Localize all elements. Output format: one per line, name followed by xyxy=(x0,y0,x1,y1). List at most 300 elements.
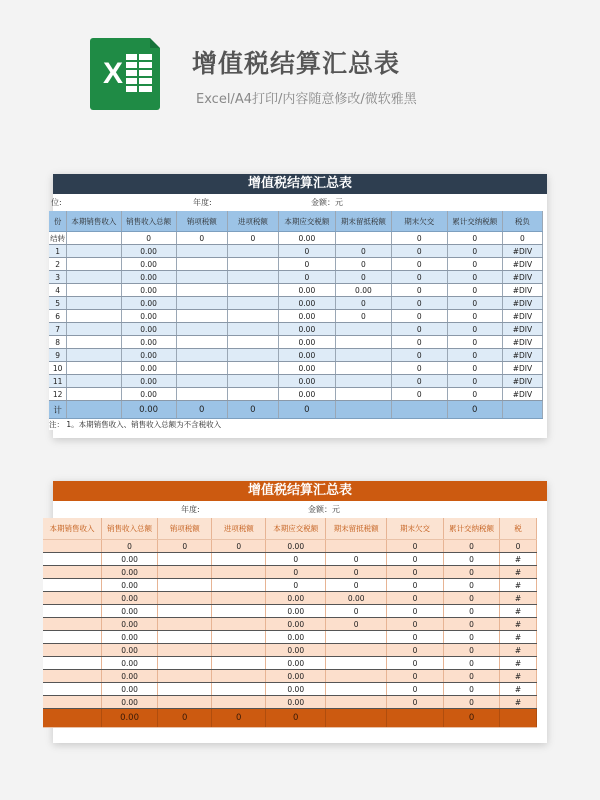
column-header: 期末欠交 xyxy=(391,211,447,232)
table-cell: 0 xyxy=(386,618,443,631)
table-cell: 0 xyxy=(335,245,391,258)
amount-label: 金额：元 xyxy=(311,198,343,207)
table-cell: 0.00 xyxy=(278,310,335,323)
table-cell: 0 xyxy=(326,579,386,592)
table-cell xyxy=(326,709,386,728)
table-cell: 0.00 xyxy=(102,683,158,696)
table-cell: 0 xyxy=(386,631,443,644)
table-cell: 0 xyxy=(386,540,443,553)
table-cell: 0 xyxy=(391,271,447,284)
table-cell: # xyxy=(500,670,537,683)
table-cell: 0 xyxy=(278,401,335,419)
sheet-info-row xyxy=(53,194,547,211)
year-label: 年度: xyxy=(193,198,212,207)
table-cell: 0.00 xyxy=(102,631,158,644)
table-cell: 0 xyxy=(444,696,500,709)
table-cell xyxy=(212,696,266,709)
table-cell: 0 xyxy=(391,362,447,375)
table-cell: # xyxy=(500,657,537,670)
table-cell xyxy=(212,592,266,605)
table-cell: 0.00 xyxy=(102,566,158,579)
table-cell: 0 xyxy=(444,670,500,683)
table-cell: 0 xyxy=(391,284,447,297)
column-header: 份 xyxy=(49,211,67,232)
table-cell: 计 xyxy=(49,401,67,419)
table-cell xyxy=(212,566,266,579)
table-cell: 0.00 xyxy=(266,631,326,644)
table-cell xyxy=(67,349,121,362)
table-cell xyxy=(176,388,227,401)
table-note: 注： 1。本期销售收入、销售收入总额为不含税收入 xyxy=(49,419,543,431)
table-cell xyxy=(326,540,386,553)
table-cell xyxy=(43,670,102,683)
table-cell: # xyxy=(500,683,537,696)
table-row xyxy=(49,271,543,284)
table-cell xyxy=(158,657,212,670)
table-cell xyxy=(158,683,212,696)
table-cell xyxy=(43,644,102,657)
table-cell: 0.00 xyxy=(121,310,176,323)
table-cell: 8 xyxy=(49,336,67,349)
table-cell xyxy=(43,618,102,631)
table-row xyxy=(43,605,537,618)
table-cell: 0.00 xyxy=(266,670,326,683)
table-cell: 0 xyxy=(176,401,227,419)
table-row xyxy=(49,362,543,375)
table-cell xyxy=(335,362,391,375)
table-row xyxy=(43,631,537,644)
table-cell: 0.00 xyxy=(278,232,335,245)
table-cell: 0 xyxy=(266,709,326,728)
table-cell: 12 xyxy=(49,388,67,401)
table-cell: 6 xyxy=(49,310,67,323)
table-cell xyxy=(212,644,266,657)
table-cell xyxy=(176,245,227,258)
table-cell: 0 xyxy=(447,310,502,323)
table-cell xyxy=(227,271,278,284)
table-row xyxy=(43,540,537,553)
table-cell: 0 xyxy=(121,232,176,245)
column-header: 本期销售收入 xyxy=(67,211,121,232)
table-row xyxy=(43,566,537,579)
table-cell: 0 xyxy=(391,388,447,401)
sheet-info-row xyxy=(53,501,547,518)
table-cell: 0 xyxy=(391,245,447,258)
table-cell: 0.00 xyxy=(278,297,335,310)
table-row xyxy=(49,310,543,323)
table-cell xyxy=(43,553,102,566)
table-cell: 0 xyxy=(386,670,443,683)
table-cell: 0 xyxy=(444,566,500,579)
table-cell: 0.00 xyxy=(335,284,391,297)
column-header: 进项税额 xyxy=(212,518,266,540)
table-cell: 10 xyxy=(49,362,67,375)
table-row xyxy=(43,644,537,657)
unit-label: 位: xyxy=(51,198,62,207)
table-cell: 0 xyxy=(500,540,537,553)
column-header: 销售收入总额 xyxy=(102,518,158,540)
table-cell: 0 xyxy=(386,592,443,605)
table-cell xyxy=(335,388,391,401)
column-header: 期末留抵税额 xyxy=(326,518,386,540)
table-cell xyxy=(67,323,121,336)
table-cell: 0 xyxy=(444,605,500,618)
table-cell: 0.00 xyxy=(121,245,176,258)
table-cell xyxy=(43,631,102,644)
table-cell xyxy=(67,271,121,284)
table-cell: #DIV xyxy=(502,271,542,284)
table-cell: # xyxy=(500,579,537,592)
table-row xyxy=(43,670,537,683)
table-cell xyxy=(227,297,278,310)
table-cell xyxy=(212,683,266,696)
table-cell: 0.00 xyxy=(266,683,326,696)
summary-table xyxy=(49,211,543,430)
table-cell: 3 xyxy=(49,271,67,284)
table-cell xyxy=(391,401,447,419)
table-cell: 0.00 xyxy=(121,323,176,336)
table-row xyxy=(43,696,537,709)
table-cell xyxy=(67,297,121,310)
table-cell xyxy=(158,696,212,709)
table-cell: 0.00 xyxy=(121,284,176,297)
table-cell xyxy=(212,605,266,618)
table-cell: 9 xyxy=(49,349,67,362)
table-cell: 11 xyxy=(49,375,67,388)
table-cell: 0.00 xyxy=(278,375,335,388)
table-cell xyxy=(67,232,121,245)
table-cell: 0.00 xyxy=(266,618,326,631)
table-row xyxy=(49,336,543,349)
table-cell: 0 xyxy=(227,401,278,419)
column-header: 税 xyxy=(500,518,537,540)
table-cell xyxy=(227,349,278,362)
table-row xyxy=(49,232,543,245)
table-cell: #DIV xyxy=(502,297,542,310)
column-header: 税负 xyxy=(502,211,542,232)
table-cell: #DIV xyxy=(502,349,542,362)
table-cell: 0 xyxy=(266,566,326,579)
table-cell: 0.00 xyxy=(102,553,158,566)
blue-sheet-preview xyxy=(49,174,547,438)
table-cell: 0 xyxy=(444,709,500,728)
table-cell: 0 xyxy=(278,245,335,258)
table-cell: 0 xyxy=(391,297,447,310)
note-row xyxy=(49,419,543,431)
table-cell: 0 xyxy=(444,579,500,592)
table-cell xyxy=(335,375,391,388)
table-cell: 0 xyxy=(444,657,500,670)
table-row xyxy=(49,297,543,310)
page-subtitle: Excel/A4打印/内容随意修改/微软雅黑 xyxy=(196,92,417,107)
table-cell: 0 xyxy=(386,605,443,618)
table-cell: 0.00 xyxy=(278,349,335,362)
column-header: 期末欠交 xyxy=(386,518,443,540)
table-cell xyxy=(212,553,266,566)
table-cell xyxy=(176,258,227,271)
table-cell: #DIV xyxy=(502,245,542,258)
table-cell: 0 xyxy=(391,349,447,362)
column-header: 本期应交税额 xyxy=(266,518,326,540)
table-cell: # xyxy=(500,696,537,709)
table-cell: # xyxy=(500,592,537,605)
table-cell: # xyxy=(500,605,537,618)
table-cell: 0 xyxy=(335,271,391,284)
table-cell: 0 xyxy=(335,297,391,310)
table-cell: # xyxy=(500,644,537,657)
table-cell xyxy=(43,683,102,696)
table-cell: 0 xyxy=(227,232,278,245)
table-cell: 0.00 xyxy=(121,375,176,388)
column-header: 累计交纳税额 xyxy=(447,211,502,232)
table-cell xyxy=(67,245,121,258)
table-cell xyxy=(67,388,121,401)
table-cell xyxy=(158,631,212,644)
table-cell xyxy=(176,336,227,349)
table-cell: 0 xyxy=(391,375,447,388)
table-cell xyxy=(335,323,391,336)
table-cell: 0 xyxy=(447,245,502,258)
table-cell: 0 xyxy=(447,271,502,284)
table-cell: 0 xyxy=(447,388,502,401)
table-cell xyxy=(227,375,278,388)
table-cell xyxy=(227,258,278,271)
table-cell: 0.00 xyxy=(266,592,326,605)
table-row xyxy=(49,284,543,297)
table-cell: 0 xyxy=(447,323,502,336)
column-header: 销项税额 xyxy=(176,211,227,232)
table-cell: 0 xyxy=(447,375,502,388)
table-cell: 0 xyxy=(212,709,266,728)
table-cell: 0 xyxy=(444,683,500,696)
table-cell xyxy=(43,709,102,728)
table-cell: 0.00 xyxy=(278,336,335,349)
table-cell xyxy=(67,310,121,323)
table-cell: 0 xyxy=(278,258,335,271)
table-cell: 结转 xyxy=(50,233,66,243)
sheet-title: 增值税结算汇总表 xyxy=(53,481,547,501)
table-cell: 0.00 xyxy=(121,388,176,401)
table-cell: 0 xyxy=(447,297,502,310)
table-cell: 0 xyxy=(386,644,443,657)
table-cell: 0.00 xyxy=(102,657,158,670)
table-cell: 0.00 xyxy=(102,644,158,657)
table-cell: 0 xyxy=(444,553,500,566)
table-cell: 0 xyxy=(444,644,500,657)
table-cell: 0 xyxy=(335,258,391,271)
table-cell xyxy=(335,232,391,245)
column-header: 期末留抵税额 xyxy=(335,211,391,232)
table-row xyxy=(49,258,543,271)
table-cell: 0 xyxy=(326,618,386,631)
table-cell: 0.00 xyxy=(266,605,326,618)
table-cell: 0 xyxy=(391,232,447,245)
table-cell xyxy=(176,271,227,284)
table-row xyxy=(49,245,543,258)
table-cell: 0.00 xyxy=(278,284,335,297)
table-cell: 0 xyxy=(326,553,386,566)
table-cell: # xyxy=(500,631,537,644)
logo-grid xyxy=(126,54,152,94)
table-cell: 0 xyxy=(158,540,212,553)
table-cell xyxy=(67,401,121,419)
table-cell: 0.00 xyxy=(121,258,176,271)
table-cell: 0.00 xyxy=(121,336,176,349)
table-cell xyxy=(158,566,212,579)
table-cell: 0 xyxy=(212,540,266,553)
table-cell: 0.00 xyxy=(266,696,326,709)
table-cell: 0.00 xyxy=(121,349,176,362)
table-cell xyxy=(43,592,102,605)
table-cell xyxy=(227,362,278,375)
total-row xyxy=(43,709,537,728)
table-cell: 0.00 xyxy=(102,592,158,605)
table-cell: 0.00 xyxy=(102,579,158,592)
table-cell xyxy=(43,579,102,592)
table-cell: 0.00 xyxy=(326,592,386,605)
table-cell: 0 xyxy=(158,709,212,728)
excel-logo-icon xyxy=(90,38,160,110)
table-cell xyxy=(158,553,212,566)
table-cell: 0 xyxy=(386,683,443,696)
table-cell: #DIV xyxy=(502,323,542,336)
table-row xyxy=(43,657,537,670)
table-cell: 0 xyxy=(278,271,335,284)
table-cell: 0 xyxy=(326,605,386,618)
table-cell: 0 xyxy=(447,349,502,362)
table-row xyxy=(43,618,537,631)
table-cell: 0 xyxy=(102,540,158,553)
table-cell: 0.00 xyxy=(266,657,326,670)
table-cell: 0 xyxy=(502,232,542,245)
table-cell xyxy=(502,401,542,419)
table-cell: 0.00 xyxy=(121,271,176,284)
page-title: 增值税结算汇总表 xyxy=(192,49,401,78)
table-cell: 0 xyxy=(326,566,386,579)
table-cell xyxy=(326,644,386,657)
orange-sheet-preview xyxy=(49,481,547,743)
table-cell xyxy=(67,284,121,297)
table-cell xyxy=(67,362,121,375)
table-cell: 0.00 xyxy=(278,362,335,375)
table-row xyxy=(43,553,537,566)
table-row xyxy=(43,592,537,605)
table-cell: 0.00 xyxy=(121,401,176,419)
table-cell xyxy=(227,323,278,336)
table-cell: 0.00 xyxy=(102,618,158,631)
table-cell xyxy=(500,709,537,728)
table-cell: 0 xyxy=(266,579,326,592)
table-row xyxy=(43,683,537,696)
table-cell xyxy=(326,657,386,670)
table-cell: 7 xyxy=(49,323,67,336)
table-cell xyxy=(335,349,391,362)
table-cell: 0 xyxy=(391,258,447,271)
total-row xyxy=(49,401,543,419)
header-row xyxy=(49,211,543,232)
table-cell xyxy=(386,709,443,728)
table-cell xyxy=(227,284,278,297)
table-row xyxy=(49,349,543,362)
summary-table xyxy=(43,518,537,728)
table-cell xyxy=(43,696,102,709)
table-cell: 0 xyxy=(386,657,443,670)
table-cell xyxy=(212,631,266,644)
table-cell xyxy=(158,605,212,618)
table-cell: #DIV xyxy=(502,388,542,401)
table-cell xyxy=(43,657,102,670)
table-cell: 0.00 xyxy=(102,709,158,728)
table-cell xyxy=(335,336,391,349)
table-cell xyxy=(227,310,278,323)
table-cell: # xyxy=(500,566,537,579)
table-cell: 0 xyxy=(391,336,447,349)
table-cell: 4 xyxy=(49,284,67,297)
column-header: 本期销售收入 xyxy=(43,518,102,540)
table-cell: 0.00 xyxy=(121,297,176,310)
table-cell xyxy=(158,618,212,631)
table-cell xyxy=(43,605,102,618)
table-cell: 0.00 xyxy=(266,540,326,553)
table-cell: #DIV xyxy=(502,284,542,297)
table-cell xyxy=(326,683,386,696)
table-cell: #DIV xyxy=(502,258,542,271)
table-cell: 5 xyxy=(49,297,67,310)
table-cell: 0 xyxy=(386,553,443,566)
table-cell xyxy=(227,245,278,258)
table-cell: #DIV xyxy=(502,336,542,349)
table-cell: 1 xyxy=(49,245,67,258)
header-row xyxy=(43,518,537,540)
table-cell: 0 xyxy=(447,232,502,245)
column-header: 累计交纳税额 xyxy=(444,518,500,540)
table-cell: 0 xyxy=(444,592,500,605)
table-cell: 0 xyxy=(266,553,326,566)
table-cell xyxy=(43,566,102,579)
table-cell xyxy=(176,362,227,375)
table-cell: 0.00 xyxy=(278,388,335,401)
table-cell xyxy=(176,310,227,323)
table-cell xyxy=(158,579,212,592)
amount-label: 金额：元 xyxy=(308,505,340,514)
table-row xyxy=(49,375,543,388)
table-cell xyxy=(335,401,391,419)
column-header: 进项税额 xyxy=(227,211,278,232)
table-cell: 0 xyxy=(386,566,443,579)
table-cell: 0.00 xyxy=(102,696,158,709)
table-cell xyxy=(176,323,227,336)
table-cell xyxy=(212,657,266,670)
table-cell: # xyxy=(500,553,537,566)
table-cell xyxy=(326,631,386,644)
table-row xyxy=(49,388,543,401)
table-cell: #DIV xyxy=(502,375,542,388)
table-cell: 0 xyxy=(391,323,447,336)
table-cell: 0 xyxy=(391,310,447,323)
table-cell xyxy=(158,670,212,683)
table-cell: 0 xyxy=(447,284,502,297)
table-cell: #DIV xyxy=(502,310,542,323)
table-cell xyxy=(326,696,386,709)
table-cell: 0 xyxy=(447,336,502,349)
table-cell: 0 xyxy=(386,579,443,592)
table-cell xyxy=(67,375,121,388)
table-cell xyxy=(67,258,121,271)
year-label: 年度: xyxy=(181,505,200,514)
table-cell: # xyxy=(500,618,537,631)
column-header: 销售收入总额 xyxy=(121,211,176,232)
table-cell: 0 xyxy=(444,618,500,631)
